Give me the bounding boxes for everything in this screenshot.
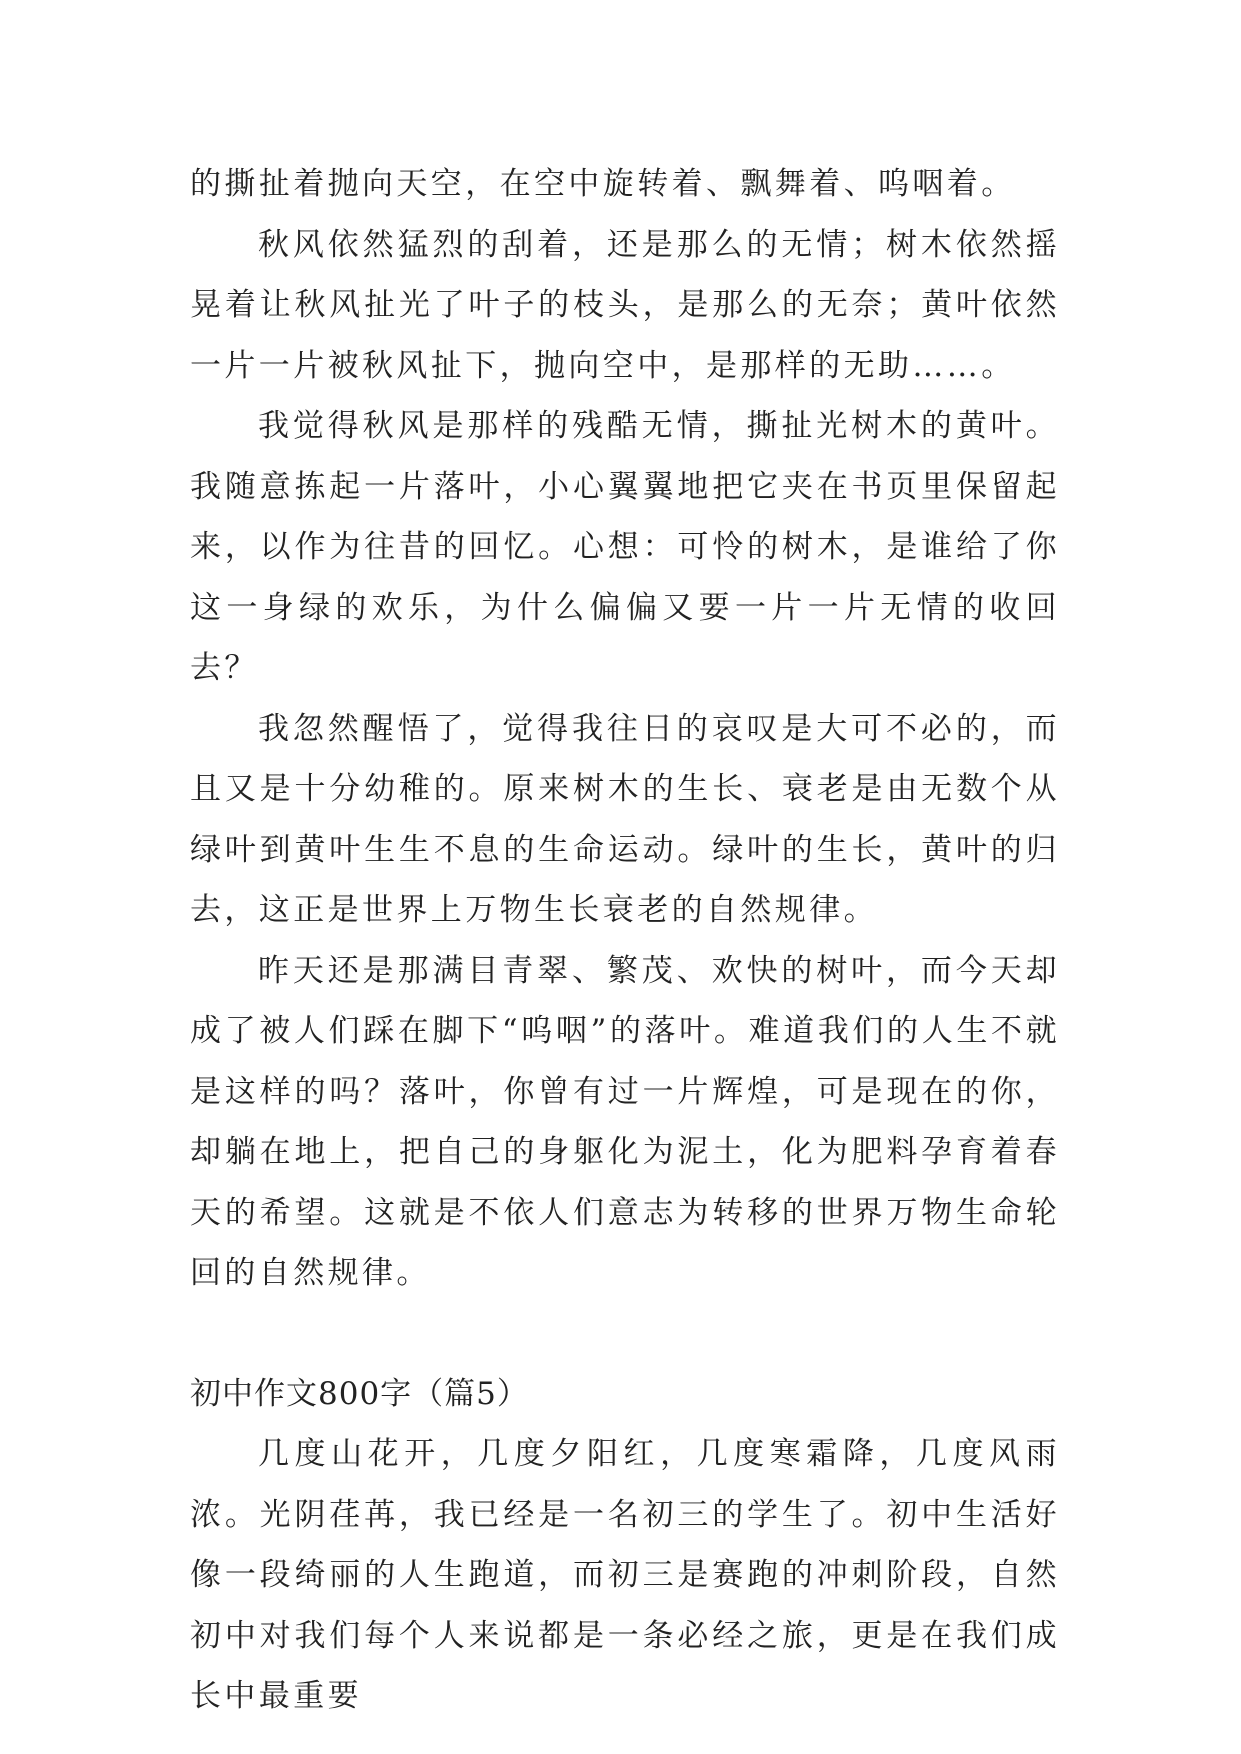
section-heading: 初中作文800字（篇5） [190, 1375, 529, 1412]
paragraph-1: 的撕扯着抛向天空，在空中旋转着、飘舞着、呜咽着。 [190, 166, 1016, 202]
document-body [190, 154, 1060, 1727]
paragraph-5: 昨天还是那满目青翠、繁茂、欢快的树叶，而今天却成了被人们踩在脚下“呜咽”的落叶。难道我们的人生不就是这样的吗？落叶，你曾有过一片辉煌，可是现在的你，却躺在地上，把自己的身躯化为泥土，化为肥料孕育着春天的希望。这就是不依人们意志为转移的世界万物生命轮回的自然规律。 [190, 952, 1060, 1291]
section-paragraph-1: 几度山花开，几度夕阳红，几度寒霜降，几度风雨浓。光阴荏苒，我已经是一名初三的学生了。初中生活好像一段绮丽的人生跑道，而初三是赛跑的冲刺阶段，自然初中对我们每个人来说都是一条必经之旅，更是在我们成长中最重要 [190, 1436, 1060, 1714]
paragraph-2: 秋风依然猛烈的刮着，还是那么的无情；树木依然摇晃着让秋风扯光了叶子的枝头，是那么的无奈；黄叶依然一片一片被秋风扯下，抛向空中，是那样的无助……。 [190, 226, 1060, 384]
paragraph-3: 我觉得秋风是那样的残酷无情，撕扯光树木的黄叶。我随意拣起一片落叶，小心翼翼地把它夹在书页里保留起来，以作为往昔的回忆。心想：可怜的树木，是谁给了你这一身绿的欢乐，为什么偏偏又要一片一片无情的收回去？ [190, 408, 1060, 686]
paragraph-4: 我忽然醒悟了，觉得我往日的哀叹是大可不必的，而且又是十分幼稚的。原来树木的生长、衰老是由无数个从绿叶到黄叶生生不息的生命运动。绿叶的生长，黄叶的归去，这正是世界上万物生长衰老的自然规律。 [190, 710, 1060, 928]
